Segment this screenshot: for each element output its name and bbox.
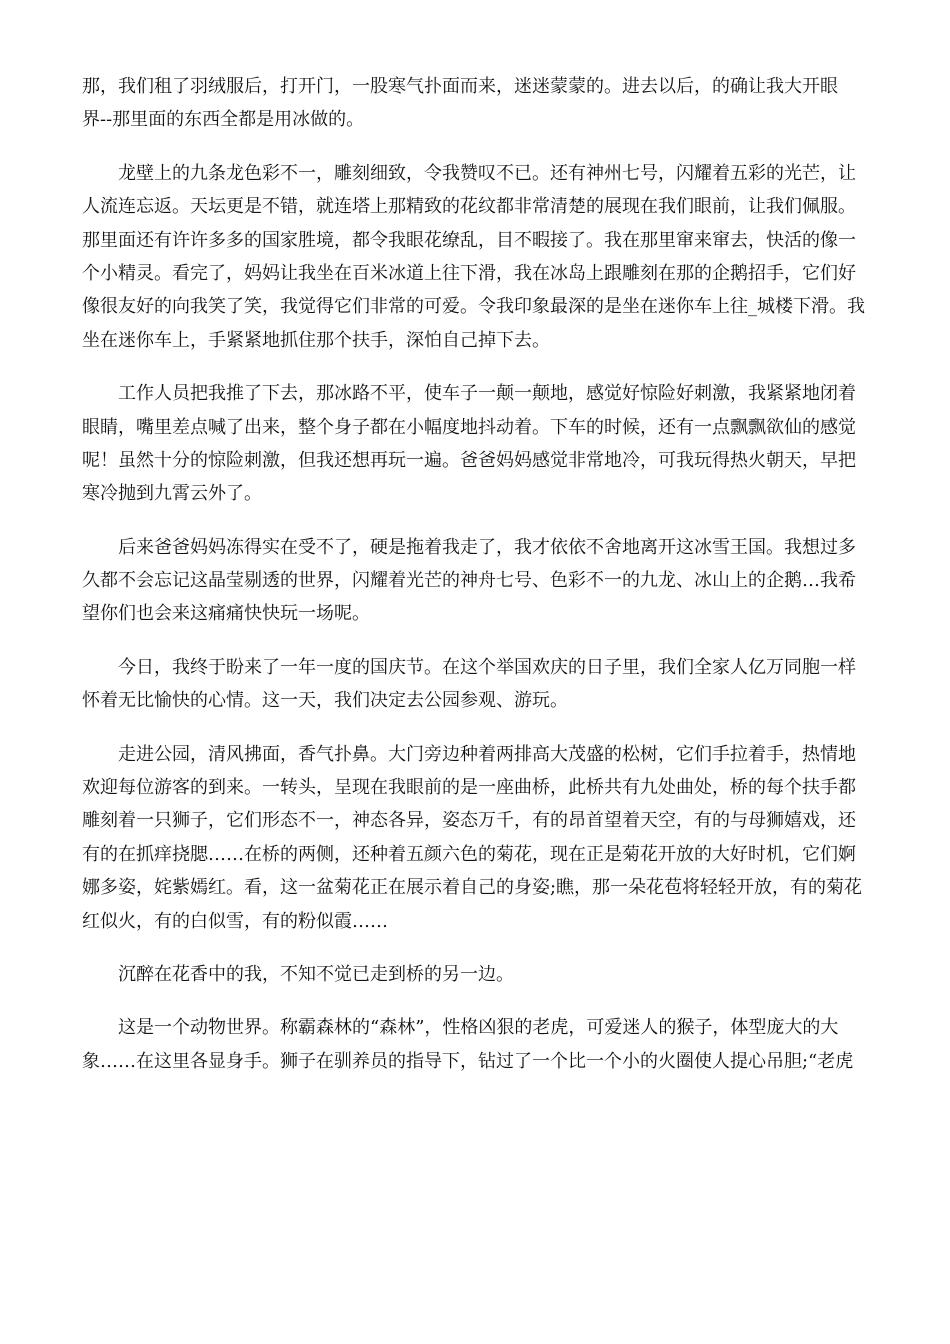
text-line: 怀着无比愉快的心情。这一天，我们决定去公园参观、游玩。 [82,690,568,712]
paragraph-7 [82,958,872,991]
text-line: 眼睛，嘴里差点喊了出来，整个身子都在小幅度地抖动着。下车的时候，还有一点飘飘欲仙的感觉 [82,416,856,438]
text-line: 沉醉在花香中的我，不知不觉已走到桥的另一边。 [118,963,514,985]
text-line: 红似火，有的白似雪，有的粉似霞…… [82,910,388,932]
paragraph-6 [82,738,872,938]
text-line: 欢迎每位游客的到来。一转头，呈现在我眼前的是一座曲桥，此桥共有九处曲处，桥的每个扶手都 [82,777,856,799]
text-line: 人流连忘返。天坛更是不错，就连塔上那精致的花纹都非常清楚的展现在我们眼前，让我们佩服。 [82,196,856,218]
text-line: 个小精灵。看完了，妈妈让我坐在百米冰道上往下滑，我在冰岛上跟雕刻在那的企鹅招手，它们好 [82,262,856,284]
text-line: 今日，我终于盼来了一年一度的国庆节。在这个举国欢庆的日子里，我们全家人亿万同胞一样 [118,656,856,678]
text-line: 坐在迷你车上，手紧紧地抓住那个扶手，深怕自己掉下去。 [82,329,550,351]
paragraph-5 [82,651,872,718]
text-line: 久都不会忘记这晶莹剔透的世界，闪耀着光芒的神舟七号、色彩不一的九龙、冰山上的企鹅…我希 [82,570,856,592]
text-line: 后来爸爸妈妈冻得实在受不了，硬是拖着我走了，我才依依不舍地离开这冰雪王国。我想过多 [118,536,856,558]
text-line: 有的在抓痒挠腮……在桥的两侧，还种着五颜六色的菊花，现在正是菊花开放的大好时机，它们婀 [82,843,856,865]
text-line: 那里面还有许许多多的国家胜境，都令我眼花缭乱，目不暇接了。我在那里窜来窜去，快活的像一 [82,229,856,251]
text-line: 雕刻着一只狮子，它们形态不一，神态各异，姿态万千，有的昂首望着天空，有的与母狮嬉戏，还 [82,810,856,832]
text-line: 望你们也会来这痛痛快快玩一场呢。 [82,603,370,625]
text-line: 呢！虽然十分的惊险刺激，但我还想再玩一遍。爸爸妈妈感觉非常地冷，可我玩得热火朝天，早把 [82,449,856,471]
document-page [82,70,872,1098]
text-line: 这是一个动物世界。称霸森林的“森林”，性格凶狠的老虎，可爱迷人的猴子，体型庞大的大 [118,1017,839,1039]
text-line: 像很友好的向我笑了笑，我觉得它们非常的可爱。令我印象最深的是坐在迷你车上往_城楼下滑。我 [82,296,865,318]
paragraph-2 [82,157,872,357]
paragraph-3 [82,377,872,511]
text-line: 走进公园，清风拂面，香气扑鼻。大门旁边种着两排高大茂盛的松树，它们手拉着手，热情地 [118,743,856,765]
paragraph-1 [82,70,872,137]
paragraph-8 [82,1011,872,1078]
text-line: 界--那里面的东西全都是用冰做的。 [82,109,365,131]
text-line: 那，我们租了羽绒服后，打开门，一股寒气扑面而来，迷迷蒙蒙的。进去以后，的确让我大开眼 [82,76,838,97]
text-line: 娜多姿，姹紫嫣红。看，这一盆菊花正在展示着自己的身姿;瞧，那一朵花苞将轻轻开放，有的菊花 [82,877,863,899]
paragraph-4 [82,531,872,631]
text-line: 工作人员把我推了下去，那冰路不平，使车子一颠一颠地，感觉好惊险好刺激，我紧紧地闭着 [118,383,856,405]
text-line: 象……在这里各显身手。狮子在驯养员的指导下，钻过了一个比一个小的火圈使人提心吊胆;“老虎 [82,1050,854,1072]
text-line: 寒冷抛到九霄云外了。 [82,483,262,505]
text-line: 龙壁上的九条龙色彩不一，雕刻细致，令我赞叹不已。还有神州七号，闪耀着五彩的光芒，让 [118,162,856,184]
